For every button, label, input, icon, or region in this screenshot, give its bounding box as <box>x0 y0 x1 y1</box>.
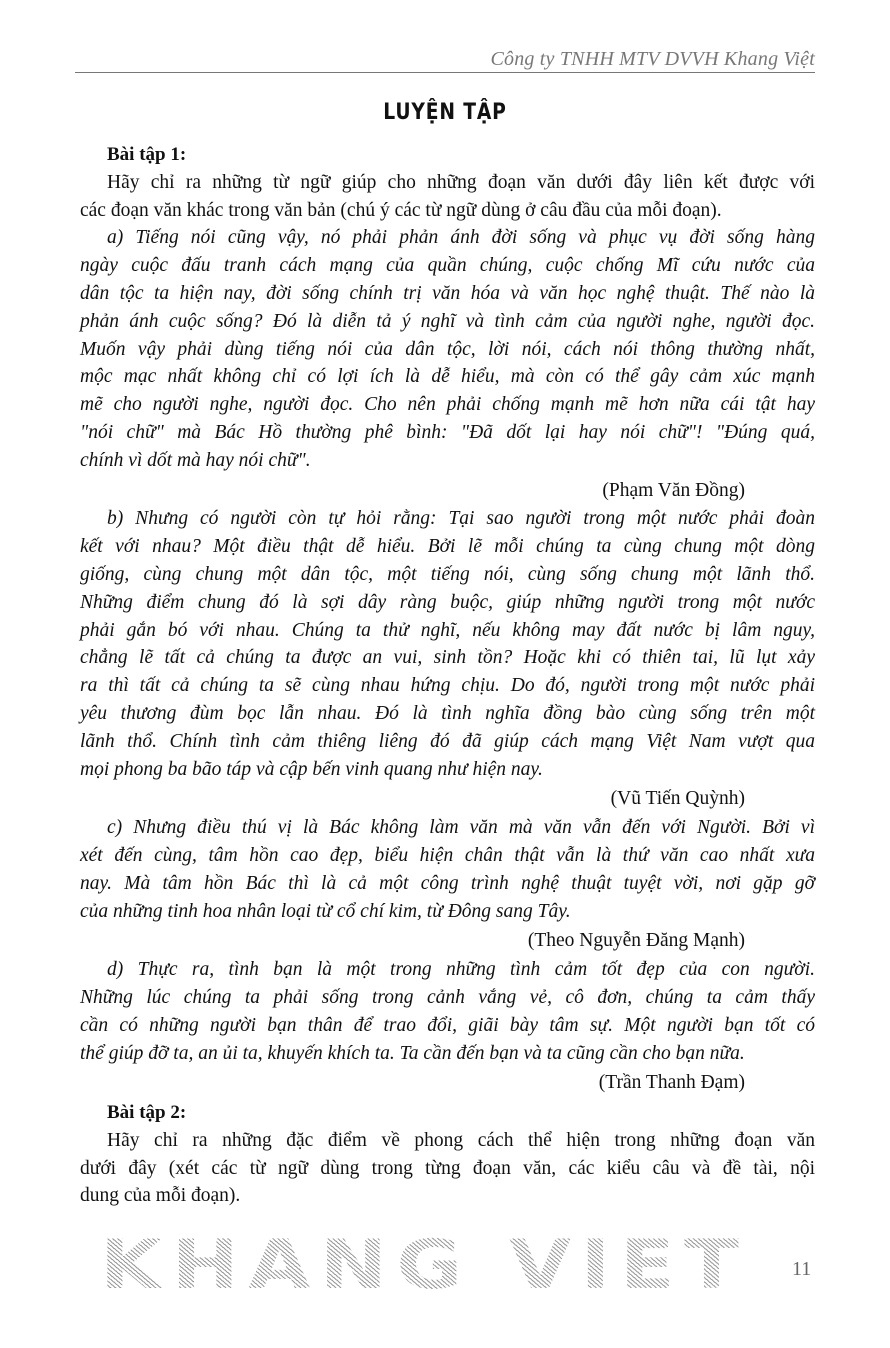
exercise-heading: Bài tập 1: <box>107 144 187 165</box>
text-line: ngày cuộc đấu tranh cách mạng của quần chúng, cuộc chống Mĩ cứu nước của <box>80 255 815 277</box>
text-line: "nói chữ" mà Bác Hồ thường phê bình: "Đã dốt lại hay nói chữ"! "Đúng quá, <box>80 421 815 443</box>
quoted-passage <box>80 956 815 1067</box>
quoted-passage <box>80 814 815 925</box>
text-line: chính vì dốt mà hay nói chữ". <box>80 449 311 471</box>
text-line: b) Nhưng có người còn tự hỏi rằng: Tại sao người trong một nước phải đoàn <box>107 508 815 530</box>
citation-source: (Trần Thanh Đạm) <box>598 1072 745 1094</box>
text-line: dung của mỗi đoạn). <box>80 1185 241 1207</box>
exercise-heading: Bài tập 2: <box>107 1102 187 1124</box>
text-line: Hãy chỉ ra những đặc điểm về phong cách thể hiện trong những đoạn văn <box>107 1129 815 1151</box>
text-line: mộc mạc nhất không chỉ có lợi ích là dễ hiểu, mà còn có thể gây cảm xúc mạnh <box>80 366 815 388</box>
text-line: thể giúp đỡ ta, an ủi ta, khuyến khích ta. Ta cần đến bạn và ta cũng cần cho bạn nữa. <box>80 1042 745 1064</box>
text-line: kết với nhau? Một điều thật dễ hiểu. Bởi lẽ mỗi chúng ta cùng chung một dòng <box>80 536 815 558</box>
instruction-paragraph <box>80 1127 815 1210</box>
text-line: Những lúc chúng ta phải sống trong cảnh vắng vẻ, cô đơn, chúng ta cảm thấy <box>80 986 815 1008</box>
text-line: các đoạn văn khác trong văn bản (chú ý các từ ngữ dùng ở câu đầu của mỗi đoạn). <box>80 199 722 221</box>
citation-source: (Phạm Văn Đồng) <box>602 479 745 501</box>
publisher-name: Công ty TNHH MTV DVVH Khang Việt <box>490 48 815 70</box>
text-line: phải gắn bó với nhau. Chúng ta thử nghĩ, nếu không may đất nước bị lâm nguy, <box>80 619 815 641</box>
text-line: c) Nhưng điều thú vị là Bác không làm văn mà văn vẫn đến với Người. Bởi vì <box>107 817 815 839</box>
page-number: 11 <box>792 1258 812 1280</box>
text-line: d) Thực ra, tình bạn là một trong những tình cảm tốt đẹp của con người. <box>107 959 815 981</box>
text-line: Những điểm chung đó là sợi dây ràng buộc, giúp những người trong một nước <box>80 591 815 613</box>
text-line: dân tộc ta hiện nay, đời sống chính trị văn hóa và văn học nghệ thuật. Thế nào là <box>80 282 815 304</box>
text-line: a) Tiếng nói cũng vậy, nó phải phản ánh đời sống và phục vụ đời sống hàng <box>107 227 815 249</box>
text-line: nay. Mà tâm hồn Bác thì là cả một công trình nghệ thuật tuyệt vời, nơi gặp gỡ <box>80 872 815 894</box>
text-line: ra thì tất cả chúng ta sẽ cùng nhau hứng chịu. Do đó, người trong một nước phải <box>80 675 815 697</box>
instruction-paragraph <box>80 169 815 225</box>
text-line: Hãy chỉ ra những từ ngữ giúp cho những đoạn văn dưới đây liên kết được với <box>107 171 815 193</box>
text-line: của những tinh hoa nhân loại từ cổ chí kim, từ Đông sang Tây. <box>80 900 571 922</box>
citation-source: (Theo Nguyễn Đăng Mạnh) <box>527 930 745 952</box>
text-line: xét đến cùng, tâm hồn cao đẹp, biểu hiện chân thật vẫn là thứ văn cao nhất xưa <box>80 844 815 866</box>
quoted-passage <box>80 224 815 474</box>
running-header <box>75 46 815 73</box>
page-title: LUYỆN TẬP <box>383 100 507 125</box>
text-line: cần có những người bạn thân để trao đổi, giãi bày tâm sự. Một người bạn tốt có <box>80 1014 815 1036</box>
text-line: giống, cùng chung một dân tộc, một tiếng nói, cùng sống chung một lãnh thổ. <box>80 563 815 585</box>
text-line: yêu thương đùm bọc lẫn nhau. Đó là tình nghĩa đồng bào cùng sống trên một <box>80 702 815 724</box>
text-line: mẽ cho người nghe, người đọc. Cho nên phải chống mạnh mẽ hơn nữa cái tật hay <box>80 394 815 416</box>
text-line: dưới đây (xét các từ ngữ dùng trong từng đoạn văn, các kiểu câu và đề tài, nội <box>80 1157 815 1179</box>
citation-source: (Vũ Tiến Quỳnh) <box>610 788 745 810</box>
page-body <box>80 139 815 1210</box>
quoted-passage <box>80 505 815 783</box>
text-line: Muốn vậy phải dùng tiếng nói của dân tộc, lời nói, cách nói thông thường nhất, <box>80 338 815 360</box>
text-line: lãnh thổ. Chính tình cảm thiêng liêng đó đã giúp cách mạng Việt Nam vượt qua <box>80 730 815 752</box>
text-line: chẳng lẽ tất cả chúng ta được an vui, sinh tồn? Hoặc khi có thiên tai, lũ lụt xảy <box>80 647 815 669</box>
text-line: mọi phong ba bão táp và cập bến vinh quang như hiện nay. <box>80 758 543 780</box>
watermark-logo: KHANG VIET <box>100 1226 749 1305</box>
text-line: phản ánh cuộc sống? Đó là diễn tả ý nghĩ và tình cảm của người nghe, người đọc. <box>80 310 815 332</box>
